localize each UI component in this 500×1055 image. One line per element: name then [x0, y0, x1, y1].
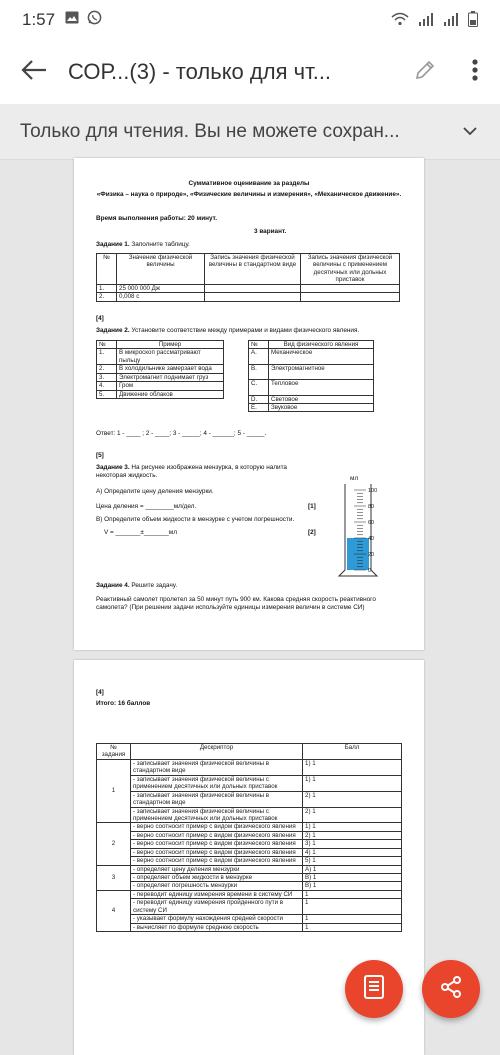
table-header: № [97, 341, 117, 349]
task1-title: Задание 1. [96, 241, 130, 248]
score-cell: В) 1 [303, 874, 402, 882]
table-row [97, 775, 402, 791]
table-cell [301, 284, 400, 292]
table-cell [205, 284, 301, 292]
table-row [249, 404, 374, 412]
task-number-cell: 3 [97, 865, 131, 890]
table-cell: 0,008 с [117, 293, 205, 301]
table-header: Значение физической величины [117, 254, 205, 285]
task3-line [96, 464, 314, 480]
cylinder-tick-labels [368, 488, 377, 574]
table-row [249, 364, 374, 379]
task1-table [96, 253, 400, 302]
task-number-cell: 1 [97, 759, 131, 823]
task3-text: На рисунке изображена мензурка, в которую налита некоторая жидкость. [96, 464, 287, 479]
table-cell: Е. [249, 404, 269, 412]
share-icon [439, 975, 463, 1004]
descriptor-cell: - определяет погрешность мензурки [131, 882, 303, 890]
score-cell: 1 [303, 915, 402, 923]
task-number-cell: 2 [97, 823, 131, 865]
cylinder-tick-label: 0 [368, 568, 372, 574]
task3-question-b: В) Определите объем жидкости в мензурке с учетом погрешности. [96, 516, 295, 523]
table-row [97, 923, 402, 931]
app-bar [0, 40, 500, 104]
table-row [97, 865, 402, 873]
page2-score: [4] [96, 689, 104, 696]
cylinder-tick-label: 20 [368, 552, 375, 558]
task3-score-b: [2] [308, 529, 316, 536]
status-time: 1:57 [22, 10, 56, 29]
table-cell: 2. [97, 365, 117, 373]
task4-text: Решите задачу. [131, 582, 178, 589]
table-row [97, 823, 402, 831]
descriptor-cell: - записывает значения физической величины в стандартном виде [131, 759, 303, 775]
table-row [97, 284, 400, 292]
work-time: Время выполнения работы: 20 минут. [96, 215, 217, 222]
table-cell: Гром [117, 382, 224, 390]
table-cell: С. [249, 380, 269, 395]
more-options-button[interactable] [450, 40, 500, 104]
scoring-table [96, 743, 402, 932]
table-cell: 2. [97, 293, 117, 301]
table-row [97, 349, 224, 365]
task4-body: Реактивный самолет пролетел за 50 минут путь 900 км. Какова средняя скорость реактивного самолета? (При решении задачи используйте единицы измерения величин в системе СИ) [96, 596, 376, 611]
chevron-down-icon [463, 123, 477, 141]
table-row [97, 390, 224, 398]
descriptor-cell: - записывает значения физической величины в стандартном виде [131, 791, 303, 807]
score-cell: А) 1 [303, 865, 402, 873]
task2-line [96, 327, 406, 335]
score-cell: 3) 1 [303, 840, 402, 848]
table-cell: Движение облаков [117, 390, 224, 398]
task2-text: Установите соответствие между примерами и видами физического явления. [131, 327, 360, 334]
score-cell: 1) 1 [303, 775, 402, 791]
table-row [97, 807, 402, 823]
page-heading: Суммативное оценивание за разделы [188, 180, 310, 187]
score-cell: 2) 1 [303, 807, 402, 823]
task4-title: Задание 4. [96, 582, 130, 589]
back-button[interactable] [0, 40, 68, 104]
descriptor-cell: - определяет цену деления мензурки [131, 865, 303, 873]
descriptor-cell: - верно соотносит пример с видом физического явления [131, 848, 303, 856]
table-row [97, 365, 224, 373]
table-cell: 25 000 000 Дж [117, 284, 205, 292]
status-bar [0, 0, 500, 40]
table-row [97, 840, 402, 848]
table-header: № задания [97, 744, 131, 760]
measuring-cylinder [336, 470, 386, 580]
task1-line [96, 241, 190, 249]
table-cell [301, 293, 400, 301]
share-button[interactable] [422, 960, 480, 1018]
table-row [97, 857, 402, 865]
score-cell: 1 [303, 923, 402, 931]
table-cell: В микроскоп рассматривают пыльцу [117, 349, 224, 365]
total-points: Итого: 16 баллов [96, 700, 151, 707]
expand-banner-button[interactable] [440, 123, 500, 141]
table-header: № [97, 254, 117, 285]
table-row [97, 915, 402, 923]
table-row [97, 293, 400, 301]
variant-label: 3 вариант. [254, 228, 287, 235]
more-vert-icon [472, 58, 478, 87]
descriptor-cell: - верно соотносит пример с видом физического явления [131, 823, 303, 831]
score-cell: 1) 1 [303, 759, 402, 775]
whatsapp-icon [87, 10, 102, 30]
table-header: № [249, 341, 269, 349]
table-header: Запись значения физической величины с применением десятичных или дольных приставок [301, 254, 400, 285]
table-cell: Электромагнит поднимает груз [117, 373, 224, 381]
battery-icon [468, 11, 478, 30]
table-row [97, 848, 402, 856]
read-only-text: Только для чтения. Вы не можете сохран... [20, 120, 400, 142]
back-arrow-icon [21, 59, 47, 86]
table-header: Вид физического явления [269, 341, 374, 349]
table-cell [205, 293, 301, 301]
task2-examples-table [96, 340, 224, 399]
table-row [249, 395, 374, 403]
table-cell: 5. [97, 390, 117, 398]
document-page-1 [74, 158, 424, 650]
pencil-icon [413, 58, 437, 87]
descriptor-cell: - указывает формулу нахождения средней скорости [131, 915, 303, 923]
cylinder-tick-label: 100 [368, 488, 378, 494]
cylinder-tick-label: 60 [368, 520, 375, 526]
table-cell: Механическое [269, 349, 374, 364]
task3-answer-a: Цена деления = ________мл/дел. [96, 503, 197, 510]
table-header: Балл [303, 744, 402, 760]
score-cell: 1) 1 [303, 823, 402, 831]
score-cell: В) 1 [303, 882, 402, 890]
table-row [97, 882, 402, 890]
table-row [97, 382, 224, 390]
table-cell: В. [249, 364, 269, 379]
edit-button[interactable] [400, 40, 450, 104]
image-icon [65, 11, 79, 29]
task2-title: Задание 2. [96, 327, 130, 334]
descriptor-cell: - записывает значения физической величины с применением десятичных или дольных приставок [131, 775, 303, 791]
table-cell: Электромагнитное [269, 364, 374, 379]
task2-answer: Ответ: 1 - ____ ; 2 - ____; 3 - _____; 4 - ______; 5 - _____. [96, 430, 267, 437]
table-cell: В холодильнике замерзает вода [117, 365, 224, 373]
task1-text: Заполните таблицу. [131, 241, 190, 248]
table-row [249, 380, 374, 395]
cylinder-unit: мл [350, 475, 359, 482]
table-header: Пример [117, 341, 224, 349]
table-row [97, 759, 402, 775]
task1-score: [4] [96, 315, 104, 322]
cylinder-tick-label: 80 [368, 504, 375, 510]
descriptor-cell: - верно соотносит пример с видом физического явления [131, 840, 303, 848]
cylinder-tick-label: 40 [368, 536, 375, 542]
table-row [97, 874, 402, 882]
task-number-cell: 4 [97, 890, 131, 931]
table-cell: 3. [97, 373, 117, 381]
score-cell: 2) 1 [303, 791, 402, 807]
table-cell: А. [249, 349, 269, 364]
task2-phenomena-table [248, 340, 374, 412]
descriptor-cell: - переводит единицу измерения времени в систему СИ [131, 890, 303, 898]
table-cell: Звуковое [269, 404, 374, 412]
read-only-banner[interactable] [0, 104, 500, 160]
table-cell: 1. [97, 284, 117, 292]
page-subheading: «Физика – наука о природе», «Физические величины и измерения», «Механическое движение». [96, 191, 402, 198]
task2-score: [5] [96, 452, 104, 459]
descriptor-cell: - верно соотносит пример с видом физического явления [131, 831, 303, 839]
descriptor-cell: - определяет объем жидкости в мензурке [131, 874, 303, 882]
table-row [97, 791, 402, 807]
score-cell: 2) 1 [303, 831, 402, 839]
task3-answer-b: V = _______±_______мл [104, 529, 177, 536]
read-mode-button[interactable] [345, 960, 403, 1018]
table-row [97, 890, 402, 898]
score-cell: 1 [303, 899, 402, 915]
table-row [97, 831, 402, 839]
table-row [249, 349, 374, 364]
descriptor-cell: - переводит единицу измерения пройденного пути в систему СИ [131, 899, 303, 915]
table-header: Дескриптор [131, 744, 303, 760]
table-row [97, 373, 224, 381]
table-cell: 4. [97, 382, 117, 390]
document-title: СОР...(3) - только для чт... [68, 59, 332, 84]
table-cell: Световое [269, 395, 374, 403]
score-cell: 4) 1 [303, 848, 402, 856]
descriptor-cell: - вычисляет по формуле среднюю скорость [131, 923, 303, 931]
table-header: Запись значения физической величины в стандартном виде [205, 254, 301, 285]
task3-score-a: [1] [308, 503, 316, 510]
score-cell: 1 [303, 890, 402, 898]
document-icon [363, 974, 385, 1005]
signal-icon [443, 12, 459, 29]
table-cell: Тепловое [269, 380, 374, 395]
task3-question-a: А) Определите цену деления мензурки. [96, 488, 214, 495]
descriptor-cell: - верно соотносит пример с видом физического явления [131, 857, 303, 865]
table-cell: D. [249, 395, 269, 403]
table-row [97, 899, 402, 915]
score-cell: 5) 1 [303, 857, 402, 865]
wifi-icon [391, 12, 409, 29]
signal-icon [418, 12, 434, 29]
task4-line [96, 582, 177, 590]
table-cell: 1. [97, 349, 117, 365]
task3-title: Задание 3. [96, 464, 130, 471]
descriptor-cell: - записывает значения физической величины с применением десятичных или дольных приставок [131, 807, 303, 823]
